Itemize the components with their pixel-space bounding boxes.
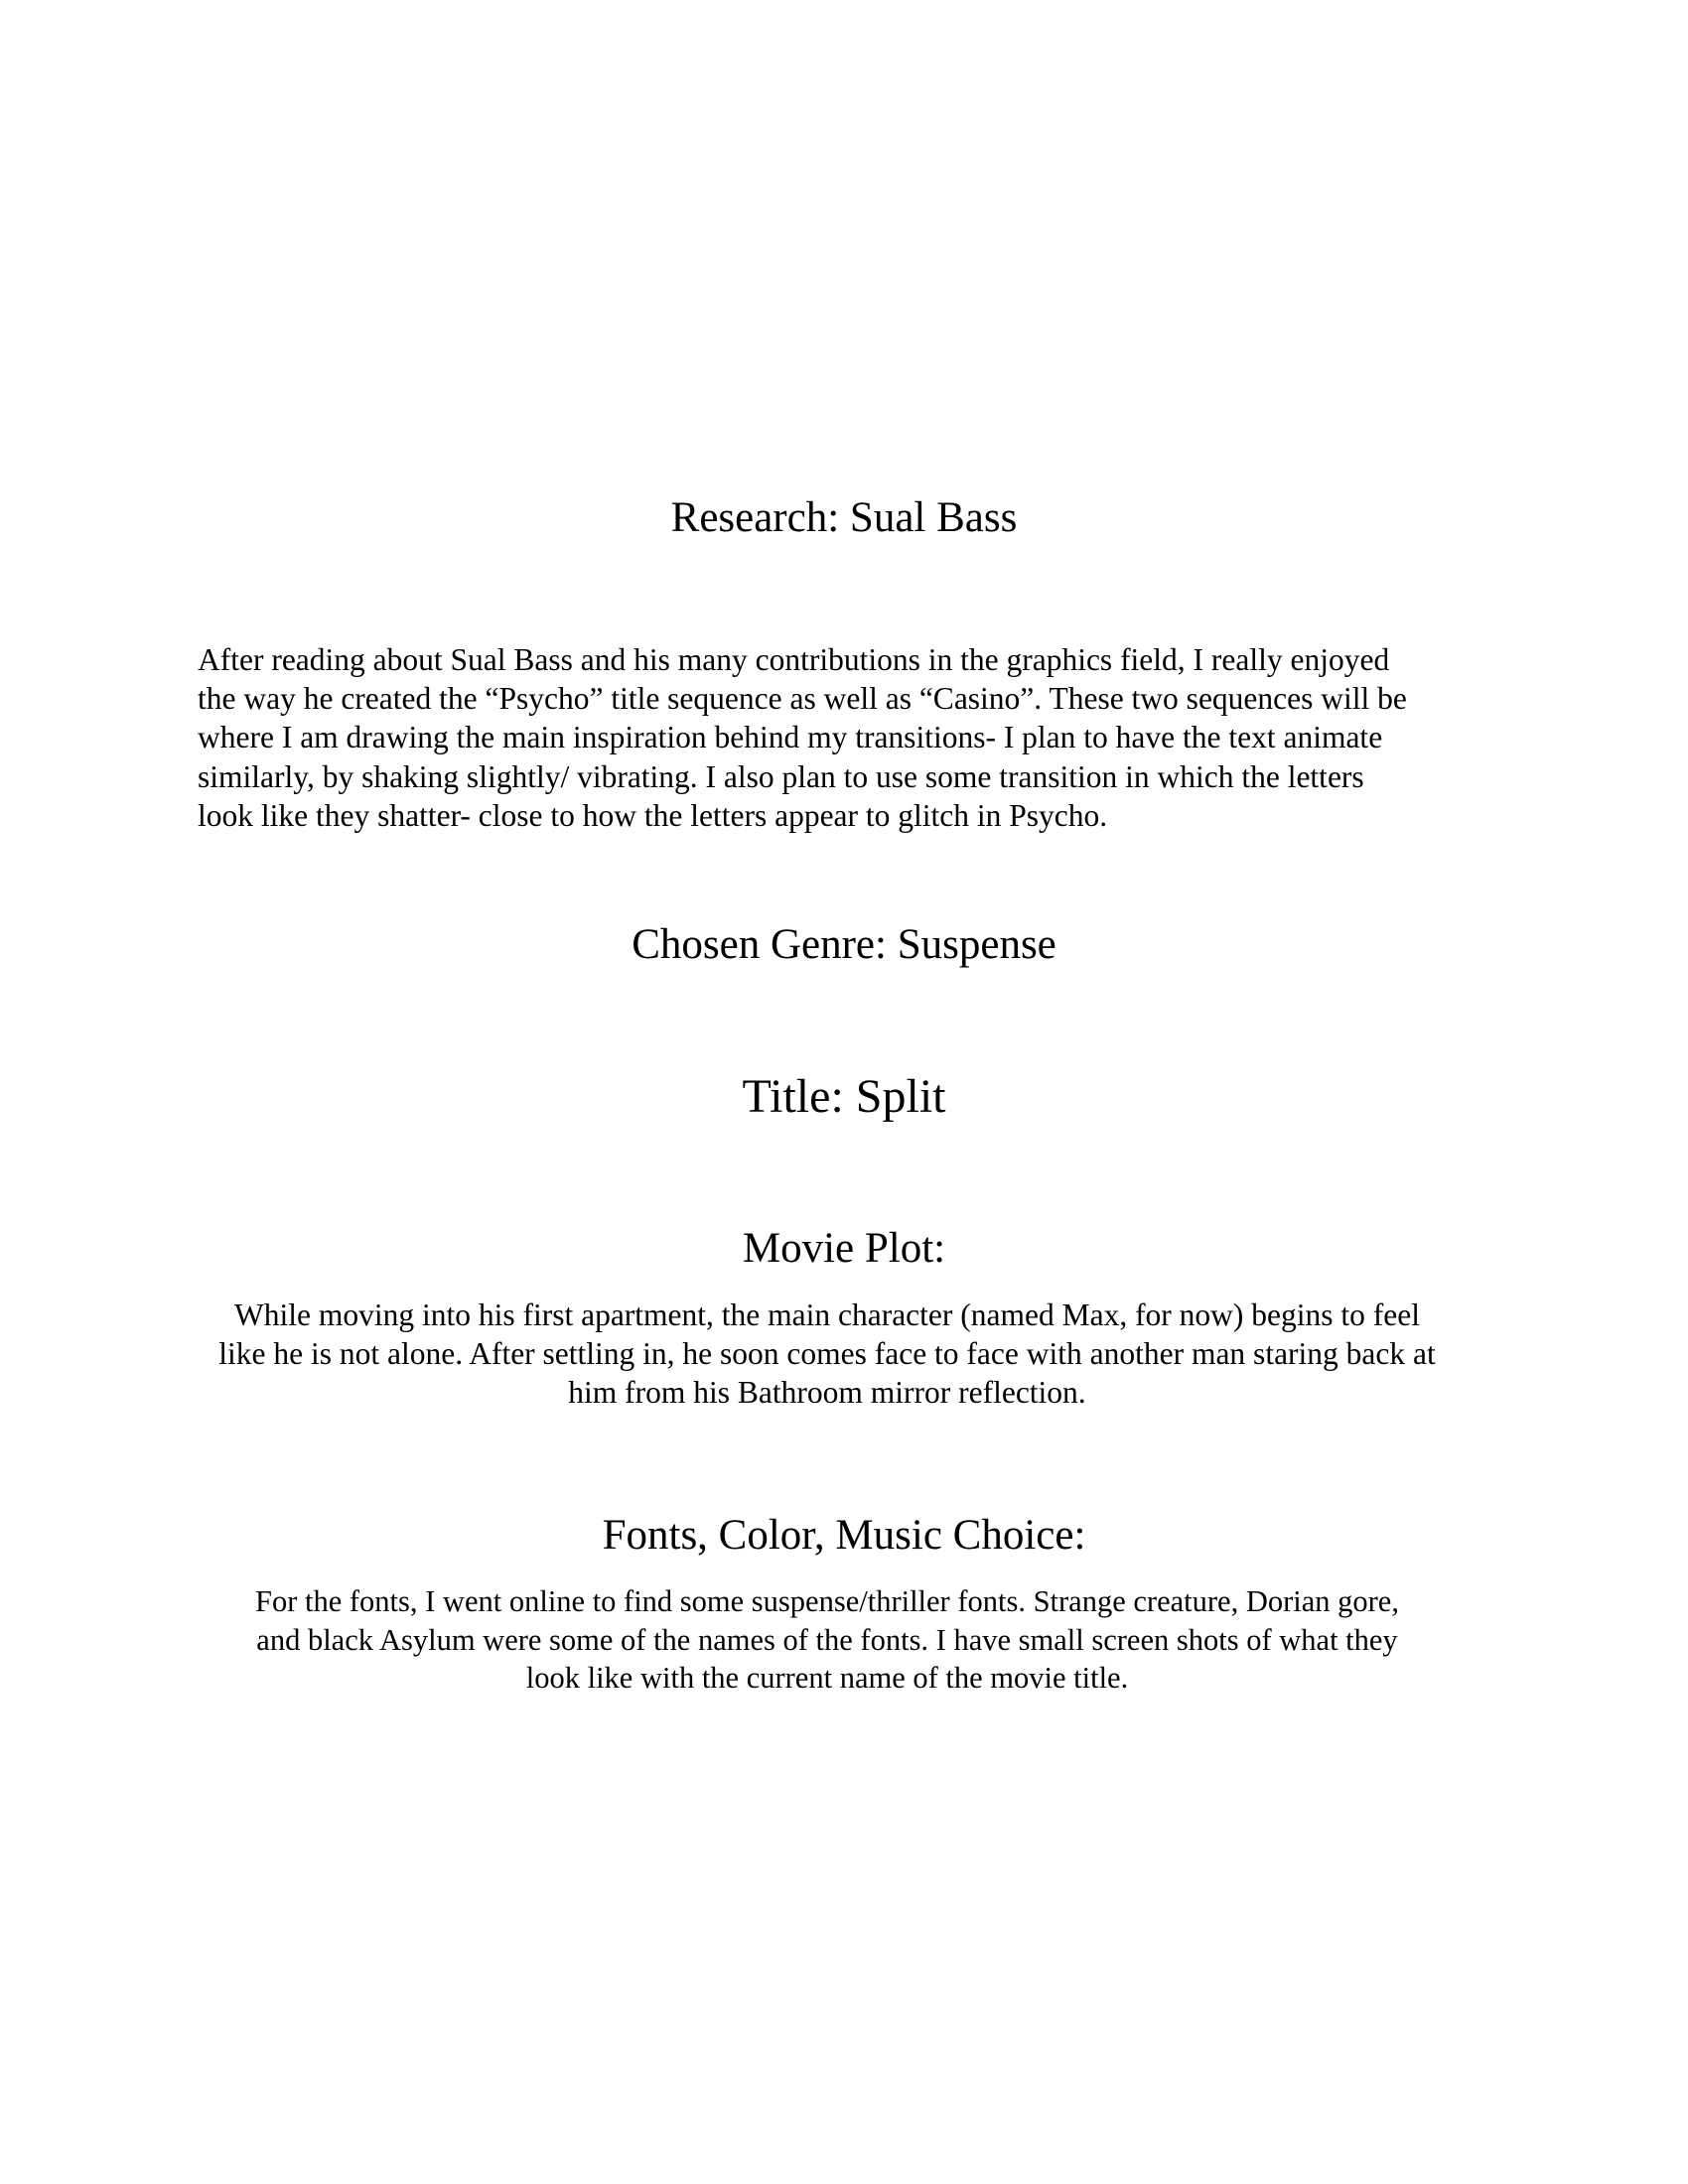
paragraph-line: While moving into his first apartment, the main character (named Max, for now) begins to feel <box>233 1297 1420 1332</box>
paragraph-line: After reading about Sual Bass and his many contributions in the graphics field, I really enjoyed <box>198 642 1390 677</box>
paragraph-line: where I am drawing the main inspiration behind my transitions- I plan to have the text animate <box>198 720 1383 755</box>
research-paragraph <box>198 640 1457 835</box>
paragraph-line: look like they shatter- close to how the letters appear to glitch in Psycho. <box>198 797 1108 833</box>
paragraph-line: similarly, by shaking slightly/ vibrating. I also plan to use some transition in which the letters <box>198 758 1364 794</box>
heading-title: Title: Split <box>742 1070 946 1123</box>
paragraph-line: look like with the current name of the movie title. <box>525 1661 1129 1695</box>
fonts-paragraph <box>198 1582 1457 1698</box>
heading-chosen-genre: Chosen Genre: Suspense <box>632 921 1056 968</box>
paragraph-line: and black Asylum were some of the names of the fonts. I have small screen shots of what they <box>256 1622 1398 1657</box>
heading-fonts-color-music: Fonts, Color, Music Choice: <box>602 1512 1086 1559</box>
paragraph-line: the way he created the “Psycho” title sequence as well as “Casino”. These two sequences will be <box>198 681 1407 717</box>
movie-plot-paragraph <box>198 1296 1457 1413</box>
paragraph-line: For the fonts, I went online to find some suspense/thriller fonts. Strange creature, Dorian gore, <box>255 1584 1399 1618</box>
paragraph-line: like he is not alone. After settling in, he soon comes face to face with another man staring back at <box>218 1336 1436 1372</box>
paragraph-line: him from his Bathroom mirror reflection. <box>568 1375 1086 1411</box>
heading-research: Research: Sual Bass <box>670 494 1018 541</box>
heading-movie-plot: Movie Plot: <box>742 1225 946 1272</box>
